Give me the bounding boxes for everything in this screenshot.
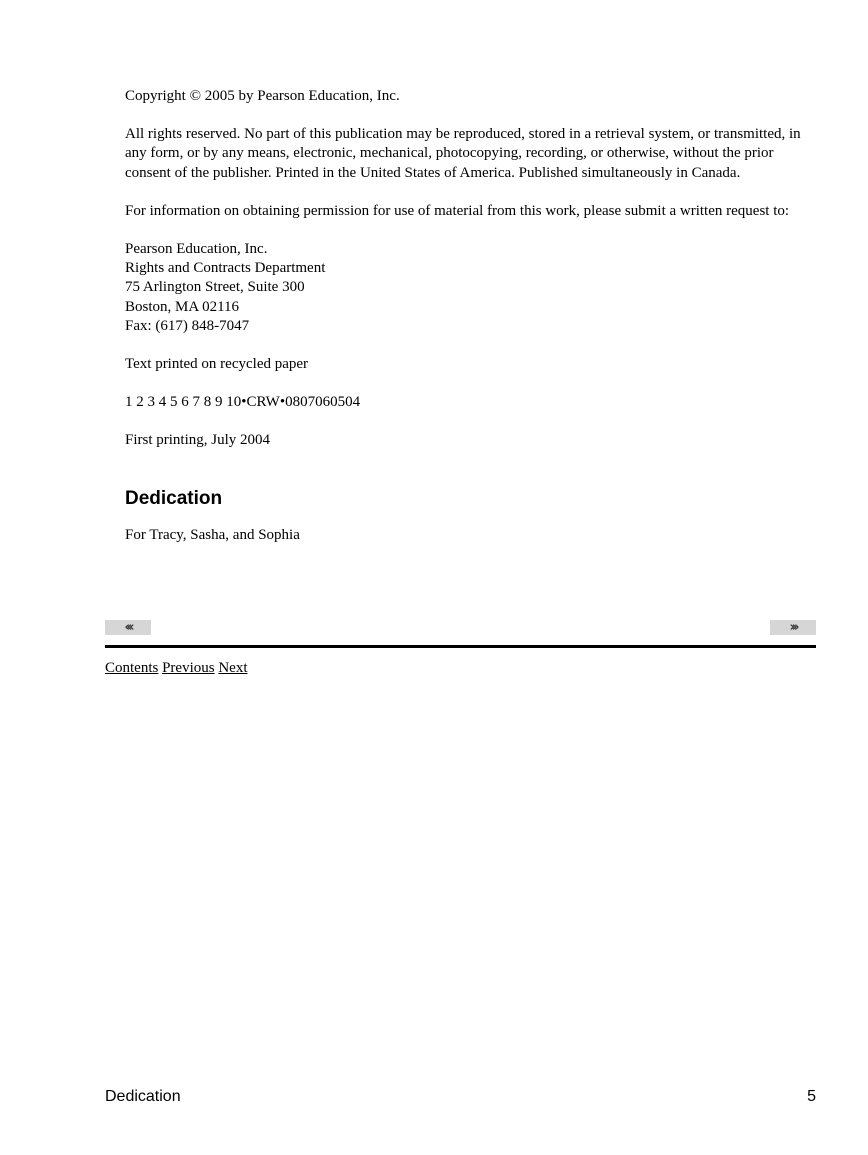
address-line: Pearson Education, Inc. [125,241,268,258]
dedication-text: For Tracy, Sasha, and Sophia [125,526,300,543]
page-number: 5 [807,1088,816,1105]
previous-link[interactable]: Previous [162,660,215,676]
copyright-page-content [125,87,815,564]
contents-link[interactable]: Contents [105,660,159,676]
copyright-notice: Copyright © 2005 by Pearson Education, Inc. [125,88,400,104]
address-line: Boston, MA 02116 [125,298,240,315]
recycled-paper-note: Text printed on recycled paper [125,356,309,373]
address-line: 75 Arlington Street, Suite 300 [125,279,305,296]
address-line: Rights and Contracts Department [125,260,326,277]
triple-right-arrow-icon[interactable]: ››› [770,620,816,635]
rights-statement: All rights reserved. No part of this publication may be reproduced, stored in a retrieval system, or transmitted, in any form, or by any means, electronic, mechanical, photocopying, recording, or otherwise, without the prior consent of the publisher. Printed in the United States of America. Published simultaneously in Canada. [125,126,801,181]
printing-line: 1 2 3 4 5 6 7 8 9 10•CRW•0807060504 [125,394,361,411]
triple-left-arrow-icon[interactable]: ‹‹‹ [105,620,151,635]
dedication-heading: Dedication [125,487,223,509]
permission-statement: For information on obtaining permission for use of material from this work, please submit a written request to: [125,202,790,219]
horizontal-divider [105,645,816,648]
address-line: Fax: (617) 848-7047 [125,317,250,334]
next-link[interactable]: Next [218,660,248,676]
page-nav-bar [105,620,816,636]
footer-nav-links [105,659,248,678]
first-printing: First printing, July 2004 [125,432,271,449]
publisher-address [125,240,815,336]
running-footer-title: Dedication [105,1088,181,1105]
